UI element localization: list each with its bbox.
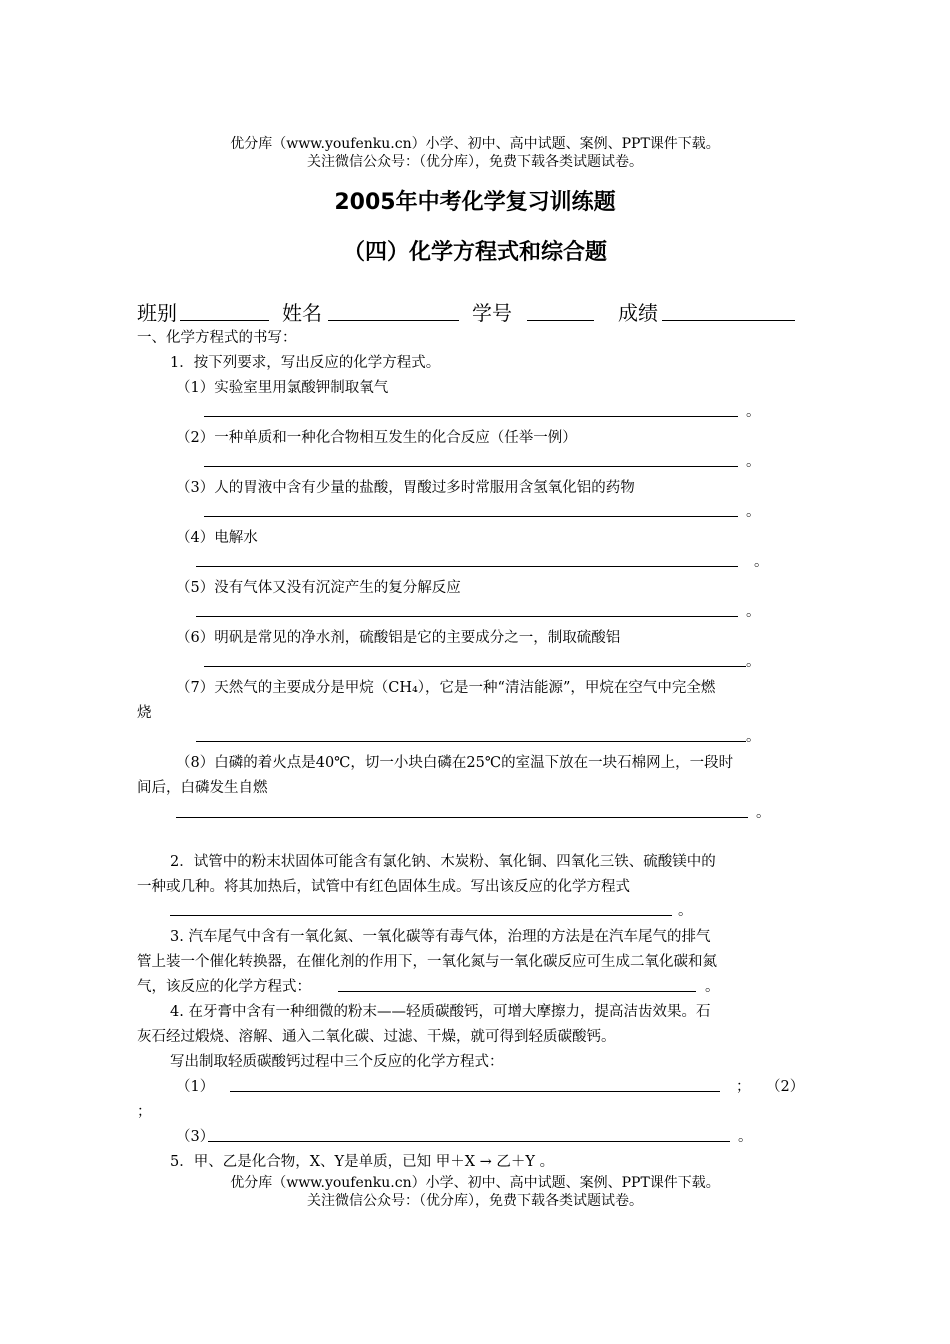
score-blank[interactable] bbox=[662, 320, 795, 321]
answer-line-3[interactable] bbox=[204, 516, 738, 517]
name-label: 姓名 bbox=[282, 301, 322, 325]
q1-item-6: （6）明矾是常见的净水剂，硫酸铝是它的主要成分之一，制取硫酸铝 bbox=[176, 630, 621, 646]
q1-item-8-cont: 间后，白磷发生自燃 bbox=[137, 780, 268, 796]
q1-stem: 1．按下列要求，写出反应的化学方程式。 bbox=[170, 355, 441, 371]
answer-line-q2[interactable] bbox=[170, 915, 672, 916]
period-1: 。 bbox=[746, 404, 761, 420]
q1-item-7-cont: 烧 bbox=[137, 705, 152, 721]
q1-item-4: （4）电解水 bbox=[176, 530, 258, 546]
score-label: 成绩 bbox=[618, 301, 658, 325]
class-blank[interactable] bbox=[180, 320, 269, 321]
q4-line-1: 4. 在牙膏中含有一种细微的粉末——轻质碳酸钙，可增大摩擦力，提高洁齿效果。石 bbox=[170, 1004, 711, 1020]
q3-line-3: 气，该反应的化学方程式： bbox=[137, 979, 311, 995]
q4-line-2: 灰石经过煅烧、溶解、通入二氧化碳、过滤、干燥，就可得到轻质碳酸钙。 bbox=[137, 1029, 616, 1045]
period-q4: 。 bbox=[738, 1129, 753, 1145]
q4-line-3: 写出制取轻质碳酸钙过程中三个反应的化学方程式： bbox=[170, 1054, 504, 1070]
period-6: 。 bbox=[746, 654, 761, 670]
period-8: 。 bbox=[756, 805, 771, 821]
q3-line-2: 管上装一个催化转换器，在催化剂的作用下，一氧化氮与一氧化碳反应可生成二氧化碳和氮 bbox=[137, 954, 717, 970]
answer-line-1[interactable] bbox=[204, 416, 738, 417]
q5-line-1: 5．甲、乙是化合物，X、Y是单质，已知 甲＋X → 乙＋Y 。 bbox=[170, 1154, 555, 1170]
number-blank[interactable] bbox=[527, 320, 594, 321]
period-7: 。 bbox=[746, 729, 761, 745]
footer-line-1: 优分库（www.youfenku.cn）小学、初中、高中试题、案例、PPT课件下载。 bbox=[230, 1175, 720, 1191]
q4-label-2: （2） bbox=[766, 1079, 805, 1095]
q1-item-7: （7）天然气的主要成分是甲烷（CH₄），它是一种“清洁能源”，甲烷在空气中完全燃 bbox=[176, 680, 716, 696]
q3-line-1: 3. 汽车尾气中含有一氧化氮、一氧化碳等有毒气体，治理的方法是在汽车尾气的排气 bbox=[170, 929, 711, 945]
answer-line-4[interactable] bbox=[196, 566, 738, 567]
q1-item-5: （5）没有气体又没有沉淀产生的复分解反应 bbox=[176, 580, 461, 596]
number-label: 学号 bbox=[472, 301, 512, 325]
answer-line-8[interactable] bbox=[176, 817, 748, 818]
header-line-1: 优分库（www.youfenku.cn）小学、初中、高中试题、案例、PPT课件下载。 bbox=[230, 136, 720, 152]
q1-item-8: （8）白磷的着火点是40℃，切一小块白磷在25℃的室温下放在一块石棉网上，一段时 bbox=[176, 755, 734, 771]
header-line-2: 关注微信公众号：（优分库），免费下载各类试题试卷。 bbox=[307, 154, 643, 170]
answer-line-6[interactable] bbox=[204, 666, 746, 667]
section-heading: 一、化学方程式的书写： bbox=[137, 330, 297, 346]
class-label: 班别 bbox=[137, 301, 177, 325]
page-subtitle: （四）化学方程式和综合题 bbox=[342, 240, 607, 265]
period-2: 。 bbox=[746, 454, 761, 470]
period-4: 。 bbox=[754, 554, 769, 570]
footer-line-2: 关注微信公众号：（优分库），免费下载各类试题试卷。 bbox=[307, 1193, 643, 1209]
q4-separator: ； bbox=[736, 1079, 751, 1095]
period-q2: 。 bbox=[678, 903, 693, 919]
q4-label-1: （1） bbox=[176, 1079, 215, 1095]
answer-line-q3[interactable] bbox=[338, 991, 696, 992]
period-3: 。 bbox=[746, 504, 761, 520]
q4-label-3: （3） bbox=[176, 1129, 215, 1145]
answer-line-2[interactable] bbox=[204, 466, 738, 467]
answer-line-q4-1[interactable] bbox=[230, 1091, 720, 1092]
q2-line-2: 一种或几种。将其加热后，试管中有红色固体生成。写出该反应的化学方程式 bbox=[137, 879, 630, 895]
q1-item-1: （1）实验室里用氯酸钾制取氧气 bbox=[176, 380, 389, 396]
period-5: 。 bbox=[746, 604, 761, 620]
answer-line-7[interactable] bbox=[196, 741, 746, 742]
q4-semicolon: ； bbox=[137, 1104, 152, 1120]
answer-line-5[interactable] bbox=[196, 616, 738, 617]
page-title: 2005年中考化学复习训练题 bbox=[334, 190, 616, 215]
answer-line-q4-3[interactable] bbox=[208, 1141, 730, 1142]
q2-line-1: 2．试管中的粉末状固体可能含有氯化钠、木炭粉、氧化铜、四氧化三铁、硫酸镁中的 bbox=[170, 854, 716, 870]
q1-item-2: （2）一种单质和一种化合物相互发生的化合反应（任举一例） bbox=[176, 430, 577, 446]
period-q3: 。 bbox=[705, 979, 720, 995]
name-blank[interactable] bbox=[328, 320, 459, 321]
q1-item-3: （3）人的胃液中含有少量的盐酸，胃酸过多时常服用含氢氧化铝的药物 bbox=[176, 480, 635, 496]
